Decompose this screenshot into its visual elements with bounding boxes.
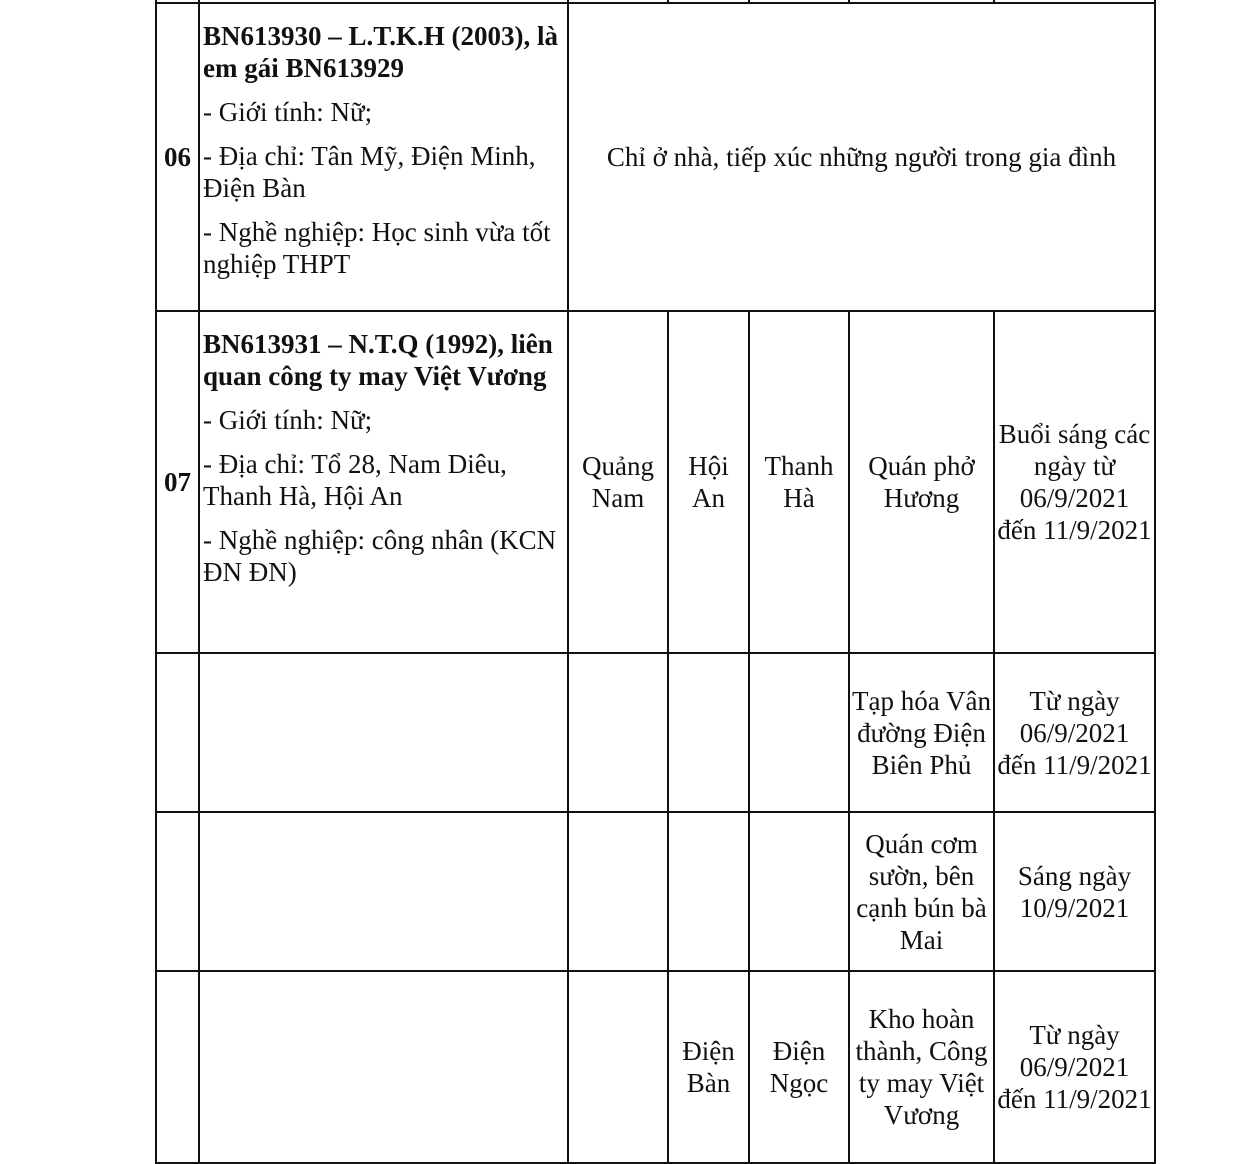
district-cell: Điện Bàn [668, 971, 749, 1163]
time-cell: Từ ngày 06/9/2021 đến 11/9/2021 [994, 653, 1155, 812]
patient-title: BN613931 – N.T.Q (1992), liên quan công ty may Việt Vương [203, 329, 553, 391]
time-cell: Buổi sáng các ngày từ 06/9/2021 đến 11/9/2021 [994, 311, 1155, 653]
place-cell: Kho hoàn thành, Công ty may Việt Vương [849, 971, 994, 1163]
patient-gender: - Giới tính: Nữ; [203, 97, 373, 127]
table-row-07 [156, 311, 1155, 653]
row-number: 07 [156, 311, 199, 653]
patient-title: BN613930 – L.T.K.H (2003), là em gái BN613929 [203, 21, 559, 83]
patient-job: - Nghề nghiệp: Học sinh vừa tốt nghiệp THPT [203, 217, 551, 279]
table-row [156, 653, 1155, 812]
patient-gender: - Giới tính: Nữ; [203, 405, 373, 435]
time-cell: Từ ngày 06/9/2021 đến 11/9/2021 [994, 971, 1155, 1163]
row-number: 06 [156, 3, 199, 311]
table-row [156, 812, 1155, 971]
ward-cell: Thanh Hà [749, 311, 849, 653]
contact-tracing-table [155, 0, 1156, 1164]
place-cell: Quán phở Hương [849, 311, 994, 653]
patient-info [199, 311, 568, 653]
patient-address: - Địa chỉ: Tân Mỹ, Điện Minh, Điện Bàn [203, 141, 536, 203]
table-row [156, 971, 1155, 1163]
place-cell: Quán cơm sườn, bên cạnh bún bà Mai [849, 812, 994, 971]
place-cell: Tạp hóa Vân đường Điện Biên Phủ [849, 653, 994, 812]
merged-note: Chỉ ở nhà, tiếp xúc những người trong gia đình [568, 3, 1155, 311]
patient-address: - Địa chỉ: Tổ 28, Nam Diêu, Thanh Hà, Hội An [203, 449, 507, 511]
table-row-06 [156, 3, 1155, 311]
time-cell: Sáng ngày 10/9/2021 [994, 812, 1155, 971]
district-cell: Hội An [668, 311, 749, 653]
province-cell: Quảng Nam [568, 311, 668, 653]
patient-job: - Nghề nghiệp: công nhân (KCN ĐN ĐN) [203, 525, 557, 587]
patient-info [199, 3, 568, 311]
ward-cell: Điện Ngọc [749, 971, 849, 1163]
